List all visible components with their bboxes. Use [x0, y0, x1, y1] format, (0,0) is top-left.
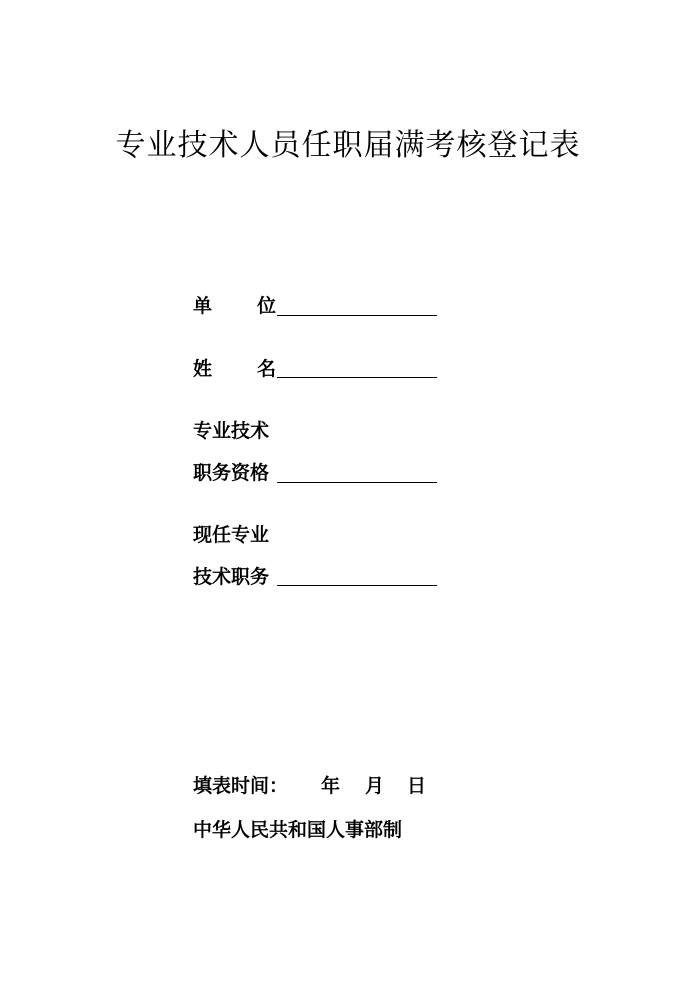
name-field-label — [193, 357, 277, 381]
date-month-label: 月 — [365, 775, 385, 797]
name-label-char-1: 姓 — [193, 358, 213, 380]
form-title: 专业技术人员任职届满考核登记表 — [115, 128, 581, 163]
unit-label-char-2: 位 — [257, 295, 277, 317]
name-input-line[interactable] — [277, 377, 437, 378]
qualification-input-line[interactable] — [277, 482, 437, 483]
fill-date-label: 填表时间： — [193, 775, 289, 797]
current-position-label-line2: 技术职务 — [193, 566, 270, 588]
fill-date-row — [193, 771, 426, 798]
unit-label-char-1: 单 — [193, 295, 213, 317]
current-position-input-line[interactable] — [277, 585, 437, 586]
unit-input-line[interactable] — [277, 315, 437, 316]
unit-field-label — [193, 294, 277, 318]
qualification-label-line1: 专业技术 — [193, 420, 270, 442]
issuer-footer: 中华人民共和国人事部制 — [193, 819, 403, 841]
date-day-label: 日 — [407, 775, 427, 797]
name-label-char-2: 名 — [257, 358, 277, 380]
qualification-label-line2: 职务资格 — [193, 462, 270, 484]
current-position-label-line1: 现任专业 — [193, 524, 270, 546]
date-year-label: 年 — [321, 775, 341, 797]
